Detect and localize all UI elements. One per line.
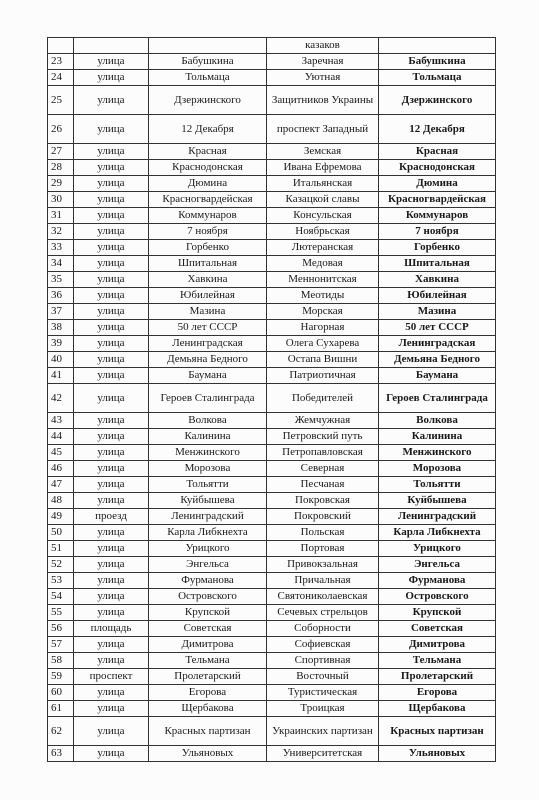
cell-number: 54 — [48, 589, 74, 605]
cell-mid-name: Святониколаевская — [267, 589, 379, 605]
cell-mid-name: Туристическая — [267, 685, 379, 701]
cell-number: 40 — [48, 352, 74, 368]
cell-new-name: Баумана — [379, 368, 496, 384]
table-row — [48, 669, 496, 685]
cell-type: улица — [74, 525, 149, 541]
cell-new-name: Карла Либкнехта — [379, 525, 496, 541]
cell-number: 35 — [48, 272, 74, 288]
cell-old-name: Шпитальная — [149, 256, 267, 272]
table-row — [48, 605, 496, 621]
cell-mid-name: Портовая — [267, 541, 379, 557]
cell-new-name: Волкова — [379, 413, 496, 429]
cell-mid-name: Заречная — [267, 54, 379, 70]
table-row — [48, 384, 496, 413]
cell-mid-name: Ивана Ефремова — [267, 160, 379, 176]
cell-mid-name: Земская — [267, 144, 379, 160]
cell-old-name: Калинина — [149, 429, 267, 445]
cell-type: проезд — [74, 509, 149, 525]
cell-mid-name: Патриотичная — [267, 368, 379, 384]
cell-number: 63 — [48, 746, 74, 762]
cell-old-name: Тельмана — [149, 653, 267, 669]
cell-number: 45 — [48, 445, 74, 461]
cell-mid-name: Соборности — [267, 621, 379, 637]
cell-new-name: Крупской — [379, 605, 496, 621]
cell-number: 46 — [48, 461, 74, 477]
cell-mid-name: Лютеранская — [267, 240, 379, 256]
cell-old-name: Куйбышева — [149, 493, 267, 509]
cell-mid-name: Покровский — [267, 509, 379, 525]
cell-new-name: Красная — [379, 144, 496, 160]
cell-mid-name: Консульская — [267, 208, 379, 224]
cell-type: улица — [74, 605, 149, 621]
cell-mid-name: Привокзальная — [267, 557, 379, 573]
cell-old-name: 12 Декабря — [149, 115, 267, 144]
cell-old-name: 7 ноября — [149, 224, 267, 240]
cell-old-name: Бабушкина — [149, 54, 267, 70]
cell-type: улица — [74, 429, 149, 445]
table-row — [48, 541, 496, 557]
cell-mid-name: казаков — [267, 38, 379, 54]
cell-type: улица — [74, 352, 149, 368]
cell-new-name: Красногвардейская — [379, 192, 496, 208]
cell-type: улица — [74, 160, 149, 176]
table-row — [48, 493, 496, 509]
cell-mid-name: Казацкой славы — [267, 192, 379, 208]
cell-old-name: Хавкина — [149, 272, 267, 288]
cell-number: 50 — [48, 525, 74, 541]
cell-new-name: Ульяновых — [379, 746, 496, 762]
cell-new-name: Менжинского — [379, 445, 496, 461]
cell-mid-name: Олега Сухарева — [267, 336, 379, 352]
cell-old-name: Демьяна Бедного — [149, 352, 267, 368]
cell-mid-name: Меотиды — [267, 288, 379, 304]
cell-new-name: Димитрова — [379, 637, 496, 653]
cell-number: 38 — [48, 320, 74, 336]
cell-type: улица — [74, 557, 149, 573]
cell-old-name: Дюмина — [149, 176, 267, 192]
cell-type — [74, 38, 149, 54]
table-row — [48, 70, 496, 86]
cell-old-name: Крупской — [149, 605, 267, 621]
cell-type: улица — [74, 240, 149, 256]
cell-new-name: Ленинградский — [379, 509, 496, 525]
cell-type: улица — [74, 746, 149, 762]
cell-number: 26 — [48, 115, 74, 144]
cell-number: 23 — [48, 54, 74, 70]
table-row — [48, 573, 496, 589]
cell-type: улица — [74, 288, 149, 304]
cell-type: улица — [74, 192, 149, 208]
cell-number: 49 — [48, 509, 74, 525]
cell-number: 51 — [48, 541, 74, 557]
cell-type: улица — [74, 701, 149, 717]
cell-type: улица — [74, 493, 149, 509]
cell-new-name: 12 Декабря — [379, 115, 496, 144]
cell-type: улица — [74, 445, 149, 461]
cell-type: улица — [74, 653, 149, 669]
cell-mid-name: Петровский путь — [267, 429, 379, 445]
cell-old-name: Егорова — [149, 685, 267, 701]
cell-new-name: 50 лет СССР — [379, 320, 496, 336]
cell-old-name: Красных партизан — [149, 717, 267, 746]
table-row — [48, 685, 496, 701]
cell-number: 24 — [48, 70, 74, 86]
cell-number: 43 — [48, 413, 74, 429]
cell-old-name: Краснодонская — [149, 160, 267, 176]
table-row — [48, 160, 496, 176]
cell-old-name: Ленинградская — [149, 336, 267, 352]
cell-type: улица — [74, 413, 149, 429]
cell-type: улица — [74, 717, 149, 746]
cell-mid-name: Ноябрьская — [267, 224, 379, 240]
table-row — [48, 589, 496, 605]
cell-mid-name: Троицкая — [267, 701, 379, 717]
cell-number: 39 — [48, 336, 74, 352]
cell-mid-name: Медовая — [267, 256, 379, 272]
cell-old-name: Ленинградский — [149, 509, 267, 525]
cell-type: улица — [74, 461, 149, 477]
cell-old-name: Карла Либкнехта — [149, 525, 267, 541]
cell-old-name: Горбенко — [149, 240, 267, 256]
cell-new-name: Бабушкина — [379, 54, 496, 70]
table-row — [48, 176, 496, 192]
table-row — [48, 336, 496, 352]
cell-mid-name: Спортивная — [267, 653, 379, 669]
cell-old-name: Димитрова — [149, 637, 267, 653]
table-row — [48, 746, 496, 762]
cell-type: улица — [74, 115, 149, 144]
cell-number: 47 — [48, 477, 74, 493]
cell-number: 48 — [48, 493, 74, 509]
cell-type: улица — [74, 368, 149, 384]
cell-old-name: 50 лет СССР — [149, 320, 267, 336]
cell-type: улица — [74, 144, 149, 160]
cell-old-name: Мазина — [149, 304, 267, 320]
cell-mid-name: Северная — [267, 461, 379, 477]
cell-new-name: 7 ноября — [379, 224, 496, 240]
cell-number: 61 — [48, 701, 74, 717]
cell-type: улица — [74, 256, 149, 272]
cell-old-name: Пролетарский — [149, 669, 267, 685]
cell-new-name: Шпитальная — [379, 256, 496, 272]
table-row — [48, 525, 496, 541]
cell-number: 58 — [48, 653, 74, 669]
table-row — [48, 352, 496, 368]
cell-mid-name: Победителей — [267, 384, 379, 413]
cell-mid-name: Восточный — [267, 669, 379, 685]
cell-old-name: Щербакова — [149, 701, 267, 717]
cell-number: 25 — [48, 86, 74, 115]
table-row — [48, 208, 496, 224]
table-row — [48, 192, 496, 208]
cell-new-name: Мазина — [379, 304, 496, 320]
cell-type: улица — [74, 304, 149, 320]
table-row — [48, 368, 496, 384]
cell-mid-name: Польская — [267, 525, 379, 541]
cell-new-name: Урицкого — [379, 541, 496, 557]
cell-new-name: Хавкина — [379, 272, 496, 288]
cell-type: проспект — [74, 669, 149, 685]
cell-type: улица — [74, 573, 149, 589]
cell-mid-name: Морская — [267, 304, 379, 320]
cell-type: улица — [74, 86, 149, 115]
table-row — [48, 115, 496, 144]
table-row — [48, 304, 496, 320]
table-row — [48, 320, 496, 336]
table-row — [48, 144, 496, 160]
cell-new-name: Красных партизан — [379, 717, 496, 746]
cell-type: улица — [74, 336, 149, 352]
cell-number — [48, 38, 74, 54]
cell-mid-name: Уютная — [267, 70, 379, 86]
cell-number: 57 — [48, 637, 74, 653]
cell-mid-name: Украинских партизан — [267, 717, 379, 746]
cell-number: 41 — [48, 368, 74, 384]
cell-new-name: Энгельса — [379, 557, 496, 573]
cell-old-name: Тольятти — [149, 477, 267, 493]
cell-old-name: Красногвардейская — [149, 192, 267, 208]
table-row — [48, 54, 496, 70]
table-row — [48, 637, 496, 653]
cell-old-name: Фурманова — [149, 573, 267, 589]
cell-old-name: Дзержинского — [149, 86, 267, 115]
cell-type: улица — [74, 685, 149, 701]
cell-number: 33 — [48, 240, 74, 256]
cell-type: улица — [74, 637, 149, 653]
cell-number: 56 — [48, 621, 74, 637]
table-row — [48, 256, 496, 272]
table-row — [48, 445, 496, 461]
cell-old-name: Юбилейная — [149, 288, 267, 304]
cell-new-name: Советская — [379, 621, 496, 637]
cell-new-name — [379, 38, 496, 54]
cell-new-name: Дзержинского — [379, 86, 496, 115]
cell-type: улица — [74, 589, 149, 605]
cell-mid-name: Песчаная — [267, 477, 379, 493]
cell-new-name: Юбилейная — [379, 288, 496, 304]
cell-number: 32 — [48, 224, 74, 240]
cell-old-name: Островского — [149, 589, 267, 605]
cell-mid-name: Нагорная — [267, 320, 379, 336]
cell-number: 55 — [48, 605, 74, 621]
cell-new-name: Куйбышева — [379, 493, 496, 509]
table-row — [48, 621, 496, 637]
cell-mid-name: Петропавловская — [267, 445, 379, 461]
cell-number: 52 — [48, 557, 74, 573]
cell-new-name: Щербакова — [379, 701, 496, 717]
cell-new-name: Тольмаца — [379, 70, 496, 86]
cell-old-name: Коммунаров — [149, 208, 267, 224]
cell-mid-name: Университетская — [267, 746, 379, 762]
table-row — [48, 86, 496, 115]
table-row — [48, 653, 496, 669]
cell-mid-name: Защитников Украины — [267, 86, 379, 115]
cell-number: 27 — [48, 144, 74, 160]
cell-number: 31 — [48, 208, 74, 224]
cell-old-name — [149, 38, 267, 54]
table-row — [48, 701, 496, 717]
cell-old-name: Энгельса — [149, 557, 267, 573]
table-body — [48, 38, 496, 762]
cell-new-name: Краснодонская — [379, 160, 496, 176]
table-row — [48, 557, 496, 573]
cell-type: улица — [74, 54, 149, 70]
cell-type: улица — [74, 384, 149, 413]
cell-mid-name: Меннонитская — [267, 272, 379, 288]
table-row — [48, 288, 496, 304]
cell-mid-name: Сечевых стрельцов — [267, 605, 379, 621]
cell-new-name: Тельмана — [379, 653, 496, 669]
cell-new-name: Героев Сталинграда — [379, 384, 496, 413]
table-row — [48, 429, 496, 445]
table-row — [48, 224, 496, 240]
cell-number: 44 — [48, 429, 74, 445]
cell-old-name: Красная — [149, 144, 267, 160]
cell-old-name: Баумана — [149, 368, 267, 384]
cell-mid-name: Причальная — [267, 573, 379, 589]
cell-number: 28 — [48, 160, 74, 176]
cell-new-name: Тольятти — [379, 477, 496, 493]
cell-number: 30 — [48, 192, 74, 208]
cell-mid-name: Итальянская — [267, 176, 379, 192]
table-row — [48, 272, 496, 288]
cell-old-name: Героев Сталинграда — [149, 384, 267, 413]
cell-new-name: Пролетарский — [379, 669, 496, 685]
table-row — [48, 717, 496, 746]
cell-type: улица — [74, 176, 149, 192]
cell-old-name: Волкова — [149, 413, 267, 429]
cell-number: 37 — [48, 304, 74, 320]
table-row — [48, 413, 496, 429]
cell-type: улица — [74, 272, 149, 288]
cell-old-name: Тольмаца — [149, 70, 267, 86]
cell-mid-name: Покровская — [267, 493, 379, 509]
cell-old-name: Менжинского — [149, 445, 267, 461]
cell-new-name: Морозова — [379, 461, 496, 477]
cell-number: 53 — [48, 573, 74, 589]
cell-new-name: Егорова — [379, 685, 496, 701]
cell-number: 29 — [48, 176, 74, 192]
cell-mid-name: Софиевская — [267, 637, 379, 653]
cell-type: улица — [74, 320, 149, 336]
table-row — [48, 240, 496, 256]
cell-mid-name: Остапа Вишни — [267, 352, 379, 368]
cell-new-name: Демьяна Бедного — [379, 352, 496, 368]
table-row — [48, 477, 496, 493]
cell-type: площадь — [74, 621, 149, 637]
cell-mid-name: проспект Западный — [267, 115, 379, 144]
table-row — [48, 461, 496, 477]
street-rename-table — [47, 37, 496, 762]
cell-old-name: Ульяновых — [149, 746, 267, 762]
table-row-continued — [48, 38, 496, 54]
cell-new-name: Коммунаров — [379, 208, 496, 224]
cell-number: 62 — [48, 717, 74, 746]
cell-new-name: Фурманова — [379, 573, 496, 589]
table-row — [48, 509, 496, 525]
cell-number: 34 — [48, 256, 74, 272]
cell-number: 60 — [48, 685, 74, 701]
cell-type: улица — [74, 208, 149, 224]
cell-type: улица — [74, 70, 149, 86]
cell-new-name: Островского — [379, 589, 496, 605]
cell-old-name: Морозова — [149, 461, 267, 477]
cell-new-name: Ленинградская — [379, 336, 496, 352]
cell-old-name: Советская — [149, 621, 267, 637]
cell-new-name: Калинина — [379, 429, 496, 445]
cell-mid-name: Жемчужная — [267, 413, 379, 429]
cell-new-name: Горбенко — [379, 240, 496, 256]
cell-old-name: Урицкого — [149, 541, 267, 557]
cell-type: улица — [74, 477, 149, 493]
cell-number: 36 — [48, 288, 74, 304]
cell-number: 59 — [48, 669, 74, 685]
cell-new-name: Дюмина — [379, 176, 496, 192]
cell-type: улица — [74, 224, 149, 240]
cell-number: 42 — [48, 384, 74, 413]
cell-type: улица — [74, 541, 149, 557]
